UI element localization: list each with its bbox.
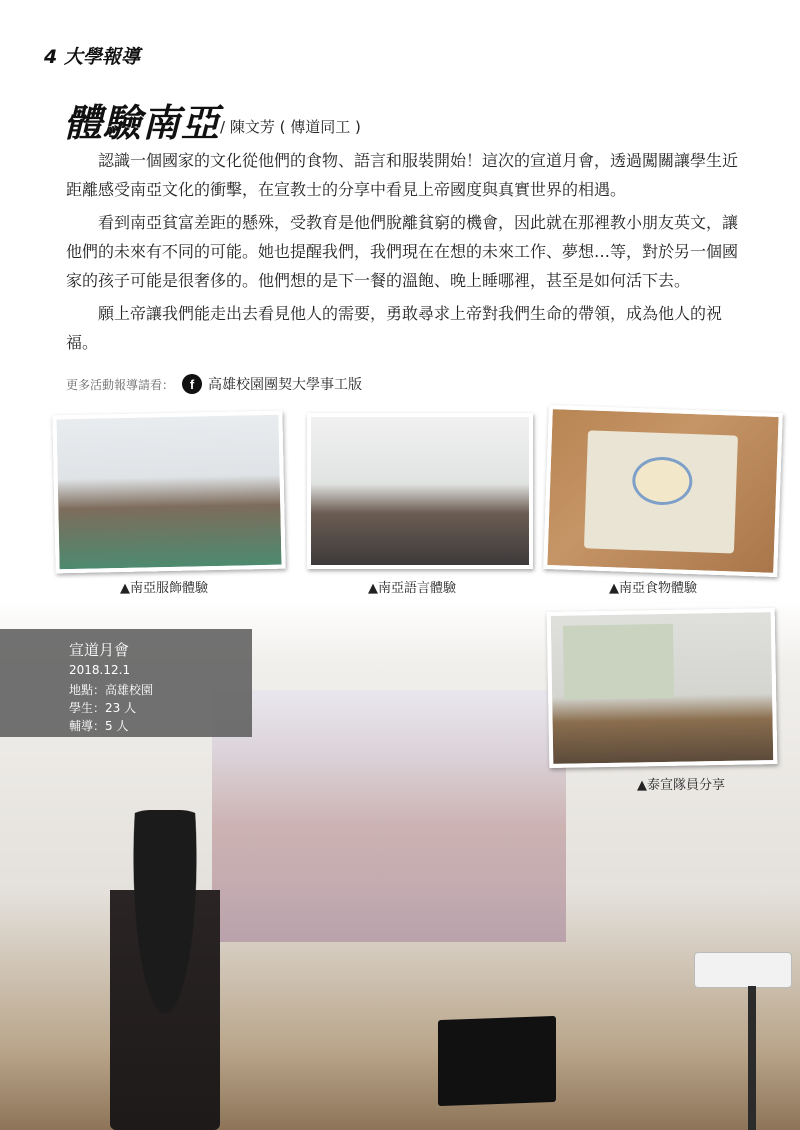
event-date: 2018.12.1 xyxy=(69,663,131,677)
event-info-box xyxy=(0,629,252,737)
more-label: 更多活動報導請看： xyxy=(66,377,175,392)
caption-language: ▲南亞語言體驗 xyxy=(368,581,456,596)
laptop xyxy=(438,1016,556,1106)
photo-south-asia-food xyxy=(543,405,783,577)
photo-south-asia-costume xyxy=(52,411,285,574)
photo-south-asia-language xyxy=(307,413,533,569)
projected-children-photo xyxy=(212,690,566,942)
paragraph: 看到南亞貧富差距的懸殊，受教育是他們脫離貧窮的機會，因此就在那裡教小朋友英文，讓他們的未來有不同的可能。她也提醒我們，我們現在在想的未來工作、夢想…等，對於另一個國家的孩子可能是很奢侈的。他們想的是下一餐的溫飽、晚上睡哪裡，甚至是如何活下去。 xyxy=(66,213,739,290)
speaker-silhouette xyxy=(110,810,220,1130)
projector-stand xyxy=(748,986,756,1130)
event-mentors: 輔導：5 人 xyxy=(69,719,129,733)
event-students: 學生：23 人 xyxy=(69,701,137,715)
presentation-screen xyxy=(563,624,674,700)
article-byline: / 陳文芳 ( 傳道同工 ) xyxy=(220,118,361,136)
facebook-icon[interactable]: f xyxy=(182,374,202,394)
caption-costume: ▲南亞服飾體驗 xyxy=(120,581,208,596)
caption-food: ▲南亞食物體驗 xyxy=(609,581,697,596)
paragraph: 願上帝讓我們能走出去看見他人的需要，勇敢尋求上帝對我們生命的帶領，成為他人的祝福。 xyxy=(66,304,723,352)
paragraph: 認識一個國家的文化從他們的食物、語言和服裝開始！這次的宣道月會，透過闖關讓學生近距離感受南亞文化的衝擊，在宣教士的分享中看見上帝國度與真實世界的相遇。 xyxy=(66,151,739,199)
caption-team-sharing: ▲泰宣隊員分享 xyxy=(637,778,725,793)
more-reports xyxy=(66,374,362,394)
facebook-page-link[interactable]: 高雄校園團契大學事工版 xyxy=(208,377,363,393)
article-body xyxy=(66,146,742,361)
article-title: 體驗南亞 xyxy=(64,101,221,145)
photo-team-sharing xyxy=(547,608,778,768)
event-title: 宣道月會 xyxy=(69,641,130,659)
event-location: 地點：高雄校園 xyxy=(69,683,154,697)
section-label: 4 大學報導 xyxy=(44,46,140,68)
projector xyxy=(694,952,792,988)
